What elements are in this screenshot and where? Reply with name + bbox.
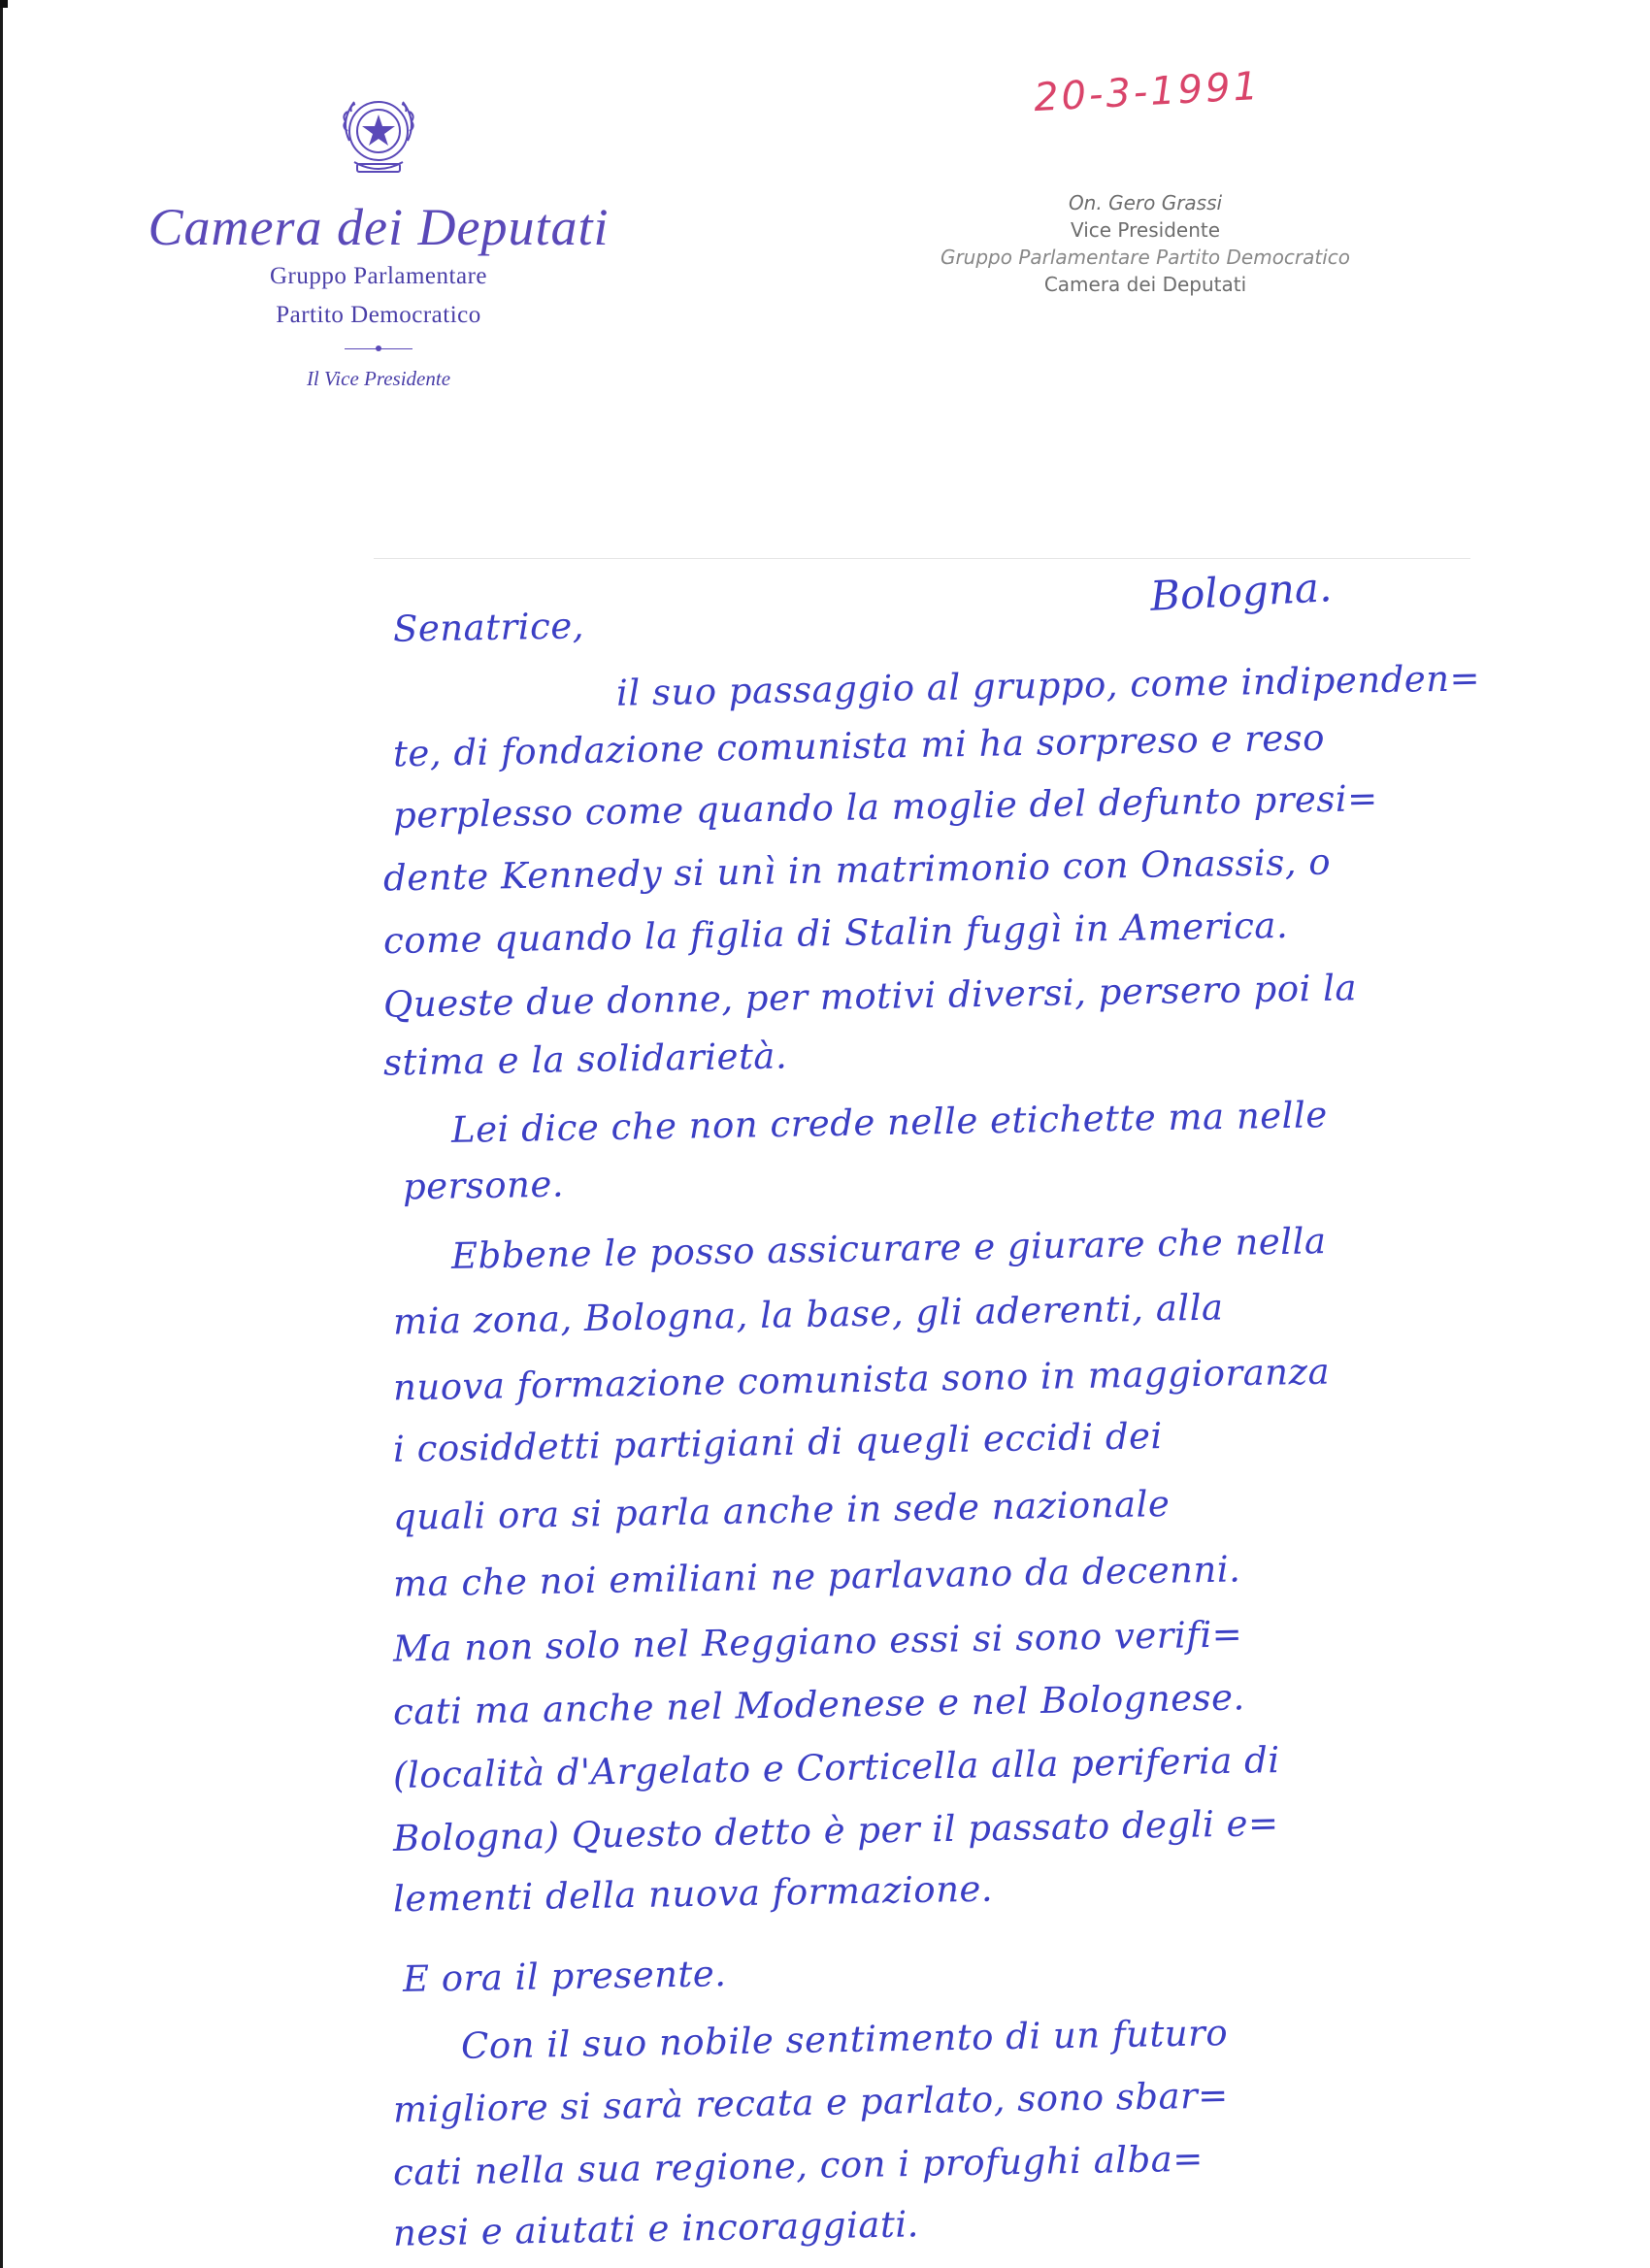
letter-line: te, di fondazione comunista mi ha sorpreso e reso <box>392 716 1326 775</box>
chamber-name: Camera dei Deputati <box>148 198 610 256</box>
scan-edge <box>0 0 3 2268</box>
letter-line: Queste due donne, per motivi diversi, persero poi la <box>382 967 1358 1026</box>
group-line-2: Partito Democratico <box>276 302 481 328</box>
sender-stamp <box>893 189 1398 298</box>
page-rule <box>374 558 1470 559</box>
letter-line: Ma non solo nel Reggiano essi si sono verifi= <box>392 1613 1243 1670</box>
stamp-role: Vice Presidente <box>1070 218 1221 242</box>
handwritten-date: 20-3-1991 <box>1032 63 1263 121</box>
letter-line: il suo passaggio al gruppo, come indipenden= <box>615 657 1481 714</box>
stamp-group: Gruppo Parlamentare Partito Democratico <box>940 246 1351 269</box>
letter-line: dente Kennedy si unì in matrimonio con Onassis, o <box>382 840 1332 900</box>
letter-line: nuova formazione comunista sono in maggioranza <box>392 1350 1331 1409</box>
group-line-1: Gruppo Parlamentare <box>269 263 487 289</box>
letter-line: Lei dice che non crede nelle etichette ma nelle <box>450 1094 1329 1151</box>
letter-line: stima e la solidarietà. <box>382 1035 788 1084</box>
letter-line: Bologna) Questo detto è per il passato degli e= <box>392 1802 1279 1859</box>
letter-line: cati nella sua regione, con i profughi alba= <box>392 2137 1204 2194</box>
letter-line: mia zona, Bologna, la base, gli aderenti, alla <box>392 1286 1224 1343</box>
letter-line: persone. <box>402 1163 565 1208</box>
letterhead-role: Il Vice Presidente <box>306 367 451 390</box>
letter-line: quali ora si parla anche in sede nazionale <box>392 1483 1171 1538</box>
letter-line: i cosiddetti partigiani di quegli eccidi dei <box>392 1415 1164 1470</box>
letter-location: Bologna. <box>1148 563 1334 620</box>
letter-line: ma che noi emiliani ne parlavano da decenni. <box>392 1548 1241 1605</box>
letter-line: Ebbene le posso assicurare e giurare che nella <box>450 1220 1327 1277</box>
letter-line: nesi e aiutati e incoraggiati. <box>392 2203 920 2254</box>
letter-line: perplesso come quando la moglie del defunto presi= <box>392 777 1379 837</box>
stamp-house: Camera dei Deputati <box>1043 273 1247 296</box>
letter-line: Con il suo nobile sentimento di un futuro <box>460 2012 1229 2067</box>
letter-line: Senatrice, <box>392 605 585 650</box>
letter-line: come quando la figlia di Stalin fuggì in America. <box>382 904 1289 963</box>
letter-line: (località d'Argelato e Corticella alla periferia di <box>392 1739 1280 1796</box>
stamp-name: On. Gero Grassi <box>1068 191 1223 214</box>
letter-line: migliore si sarà recata e parlato, sono sbar= <box>392 2074 1230 2131</box>
letter-line: E ora il presente. <box>402 1953 727 2000</box>
letter-line: lementi della nuova formazione. <box>392 1867 994 1921</box>
letterhead-divider <box>345 348 412 349</box>
scan-corner-mark <box>0 0 8 8</box>
letterhead <box>146 82 611 391</box>
italian-republic-emblem-icon <box>330 82 427 189</box>
letter-line: cati ma anche nel Modenese e nel Bolognese. <box>392 1676 1246 1733</box>
